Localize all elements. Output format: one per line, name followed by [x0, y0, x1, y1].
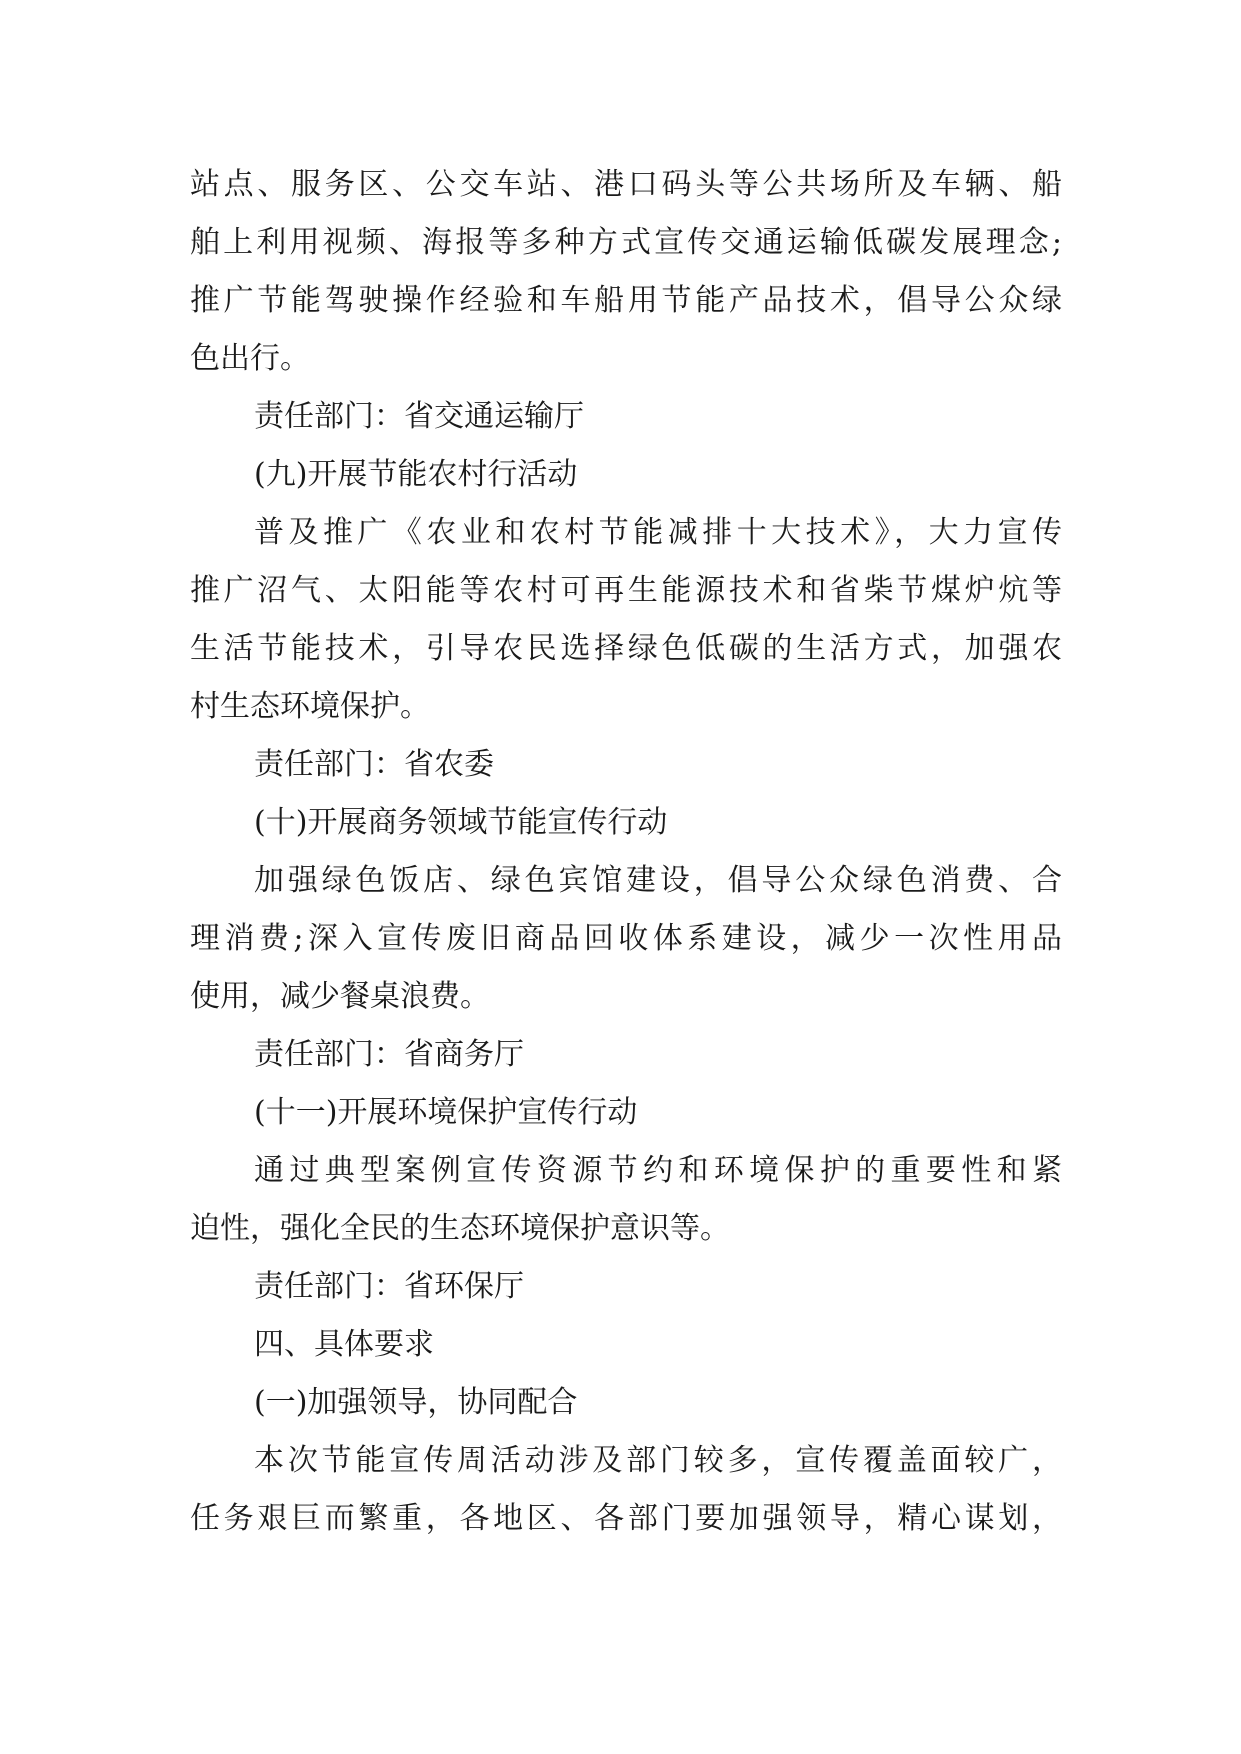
paragraph-line: 推广沼气、太阳能等农村可再生能源技术和省柴节煤炉炕等 [190, 573, 1062, 608]
paragraph-line: 村生态环境保护。 [190, 689, 430, 724]
responsible-department: 责任部门：省交通运输厅 [254, 399, 584, 434]
paragraph-line: 生活节能技术，引导农民选择绿色低碳的生活方式，加强农 [190, 631, 1062, 666]
paragraph-line: 色出行。 [190, 341, 310, 376]
paragraph-line: 本次节能宣传周活动涉及部门较多，宣传覆盖面较广， [254, 1443, 1062, 1478]
document-page [190, 156, 1062, 1548]
responsible-department: 责任部门：省商务厅 [254, 1037, 524, 1072]
paragraph-line: 普及推广《农业和农村节能减排十大技术》，大力宣传 [254, 515, 1062, 550]
paragraph-line: 站点、服务区、公交车站、港口码头等公共场所及车辆、船 [190, 167, 1062, 202]
section-heading: (十)开展商务领域节能宣传行动 [254, 805, 668, 840]
section-heading: (十一)开展环境保护宣传行动 [254, 1095, 638, 1130]
paragraph-line: 通过典型案例宣传资源节约和环境保护的重要性和紧 [254, 1153, 1062, 1188]
paragraph-line: 加强绿色饭店、绿色宾馆建设，倡导公众绿色消费、合 [254, 863, 1062, 898]
responsible-department: 责任部门：省环保厅 [254, 1269, 524, 1304]
paragraph-line: 迫性，强化全民的生态环境保护意识等。 [190, 1211, 730, 1246]
paragraph-line: 理消费;深入宣传废旧商品回收体系建设，减少一次性用品 [190, 921, 1062, 956]
paragraph-line: 任务艰巨而繁重，各地区、各部门要加强领导，精心谋划， [190, 1501, 1062, 1536]
responsible-department: 责任部门：省农委 [254, 747, 494, 782]
paragraph-line: 推广节能驾驶操作经验和车船用节能产品技术，倡导公众绿 [190, 283, 1062, 318]
section-heading: (一)加强领导，协同配合 [254, 1385, 578, 1420]
section-heading: (九)开展节能农村行活动 [254, 457, 578, 492]
paragraph-line: 使用，减少餐桌浪费。 [190, 979, 490, 1014]
section-heading: 四、具体要求 [254, 1327, 434, 1362]
paragraph-line: 舶上利用视频、海报等多种方式宣传交通运输低碳发展理念; [190, 225, 1062, 260]
